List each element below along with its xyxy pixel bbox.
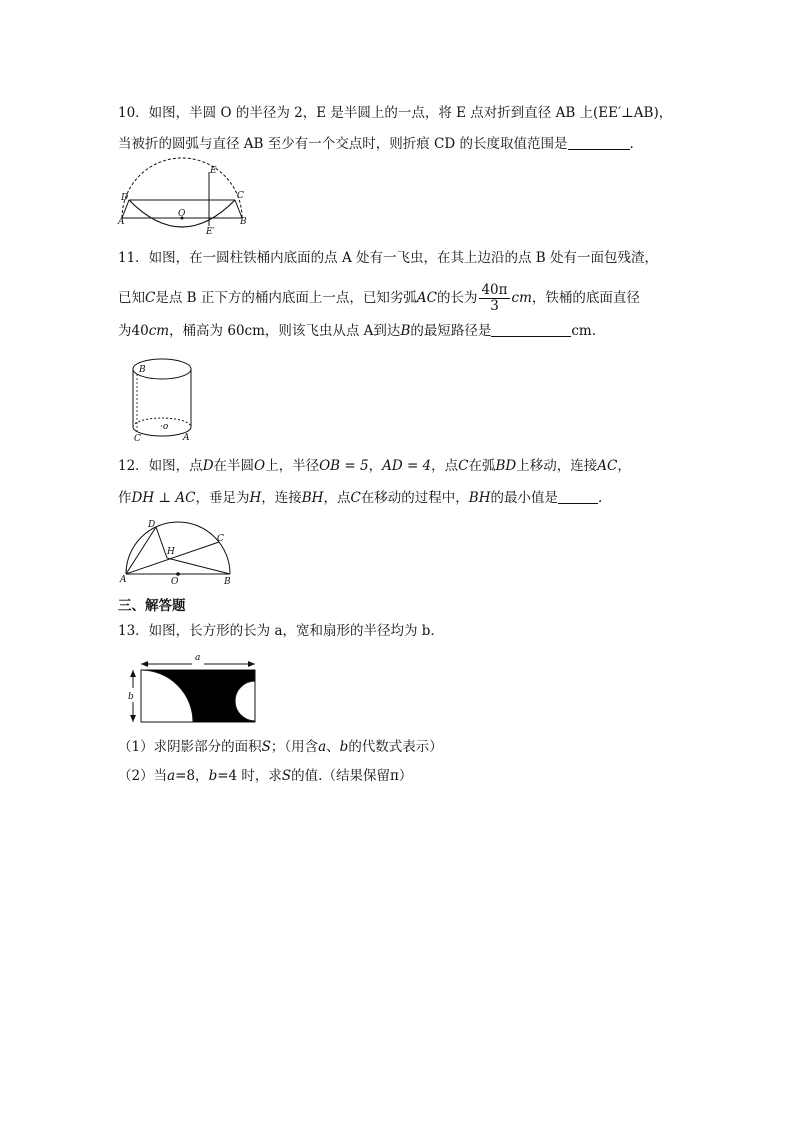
q12-label-O: O [171,577,179,587]
q12-expr-AD: AD = 4 [382,458,432,474]
q12-var-BH2: BH [468,490,491,506]
q11-text-2c: 的长为 [436,290,478,306]
q11-text-2b: 是点 B 正下方的桶内底面上一点，已知劣弧 [155,290,417,306]
q13-sub2-text-a: （2）当 [118,768,168,784]
q12-label-D: D [148,520,156,530]
q12-expr-DH: DH ⊥ AC [131,490,196,506]
q10-line-2 [118,134,634,154]
q10-label-O: O [178,209,186,219]
q11-var-AC: AC [416,290,437,306]
q13-sub2-var-b: b [208,768,218,784]
q11-text-1: 11．如图，在一圆柱铁桶内底面的点 A 处有一飞虫，在其上边沿的点 B 处有一面包残渣， [118,250,659,266]
q11-line-1 [118,248,658,268]
q11-var-B: B [400,323,411,339]
q12-var-D: D [202,458,214,474]
q13-sub2-text-d: 的值.（结果保留π） [291,768,413,784]
q12-label-C: C [217,534,224,544]
q12-text-1d: ， [368,458,383,474]
q11-text-3c: 的最短路径是 [410,323,492,339]
q12-var-AC: AC [597,458,618,474]
q11-unit-end: cm. [571,323,597,339]
q13-sub2-var-S: S [281,768,292,784]
q13-sub1-var-a: a [318,739,327,755]
q12-text-2f: 的最小值是 [490,490,558,506]
q13-sub1-text-b: ；（用含 [270,739,319,755]
section-title: 三、解答题 [118,598,186,614]
q11-label-C: C [134,434,141,444]
q11-text-2a: 已知 [118,290,145,306]
q12-var-BD: BD [495,458,517,474]
q10-period: . [629,136,634,152]
q13-sub1-text-a: （1）求阴影部分的面积 [118,739,262,755]
q13-sub1-var-b: b [339,739,349,755]
q12-label-A: A [120,575,127,585]
q12-text-1f: 在弧 [468,458,496,474]
q10-label-E-prime: E′ [206,227,215,237]
section-heading [118,596,186,616]
q13-label-a: a [195,653,201,663]
q13-sub-2 [118,766,412,786]
q13-line-1 [118,621,444,641]
q12-var-BH: BH [301,490,324,506]
q11-fraction-denominator: 3 [490,298,499,314]
q10-label-D: D [121,193,129,203]
q13-sub1-var-S: S [261,739,271,755]
q12-line-1 [118,456,631,476]
q11-line-3 [118,321,596,341]
q13-figure [124,648,264,726]
q12-label-H: H [167,547,175,557]
q13-sub1-text-d: 的代数式表示） [348,739,443,755]
q11-unit-cm: cm [511,290,532,306]
q12-answer-blank[interactable] [558,489,598,504]
q13-sub2-text-b: =8， [175,768,209,784]
q11-label-A: A [183,433,190,443]
q11-line-2 [118,281,640,315]
q10-label-A: A [118,217,125,227]
q12-period: . [598,490,603,506]
q13-label-b: b [128,692,134,702]
q13-sub1-text-c: 、 [326,739,340,755]
q12-text-2c: ，连接 [261,490,302,506]
q13-sub-1 [118,737,443,757]
q12-text-1g: 上移动，连接 [516,458,598,474]
q12-text-1e: ，点 [431,458,459,474]
q12-text-1b: 在半圆 [213,458,255,474]
q11-fraction-numerator: 40π [481,282,508,298]
q12-line-2 [118,488,602,508]
q12-text-1a: 12．如图，点 [118,458,203,474]
q10-text-1: 10．如图，半圆 O 的半径为 2，E 是半圆上的一点，将 E 点对折到直径 AB 上(EE′⊥AB)， [118,105,673,121]
q12-text-1h: ， [617,458,631,474]
q11-diameter-unit: cm [148,323,170,339]
q12-text-2a: 作 [118,490,132,506]
q11-label-B: B [139,365,146,375]
q10-label-C: C [237,191,244,201]
q10-answer-blank[interactable] [568,135,630,150]
q11-var-C: C [145,290,156,306]
q10-line-1 [118,103,672,123]
q12-text-2d: ，点 [323,490,351,506]
q11-text-3a: 为 [118,323,132,339]
q11-text-3b: ，桶高为 60cm，则该飞虫从点 A到达 [169,323,401,339]
q10-label-E: E [210,166,217,176]
q13-sub2-var-a: a [167,768,176,784]
q12-text-2e: 在移动的过程中， [360,490,469,506]
q12-label-B: B [224,577,231,587]
q10-text-2: 当被折的圆弧与直径 AB 至少有一个交点时，则折痕 CD 的长度取值范围是 [118,136,568,152]
q11-text-2d: ，铁桶的底面直径 [531,290,640,306]
q13-sub2-text-c: =4 时，求 [217,768,282,784]
q11-answer-blank[interactable] [491,322,571,337]
q12-expr-OB: OB = 5 [319,458,369,474]
q11-diameter-value: 40 [131,323,149,339]
q10-figure [118,162,248,237]
q13-text-1: 13．如图，长方形的长为 a，宽和扇形的半径均为 b． [118,623,444,639]
q12-var-O: O [254,458,266,474]
q11-label-O: ·o [160,422,169,432]
q11-cylinder-figure [132,356,202,444]
q12-text-1c: 上，半径 [265,458,320,474]
q12-var-C2: C [350,490,361,506]
q12-figure [120,516,238,586]
q12-var-H: H [249,490,262,506]
q12-var-C: C [458,458,469,474]
q11-fraction [479,283,509,314]
q10-label-B: B [240,217,247,227]
q12-text-2b: ，垂足为 [195,490,250,506]
